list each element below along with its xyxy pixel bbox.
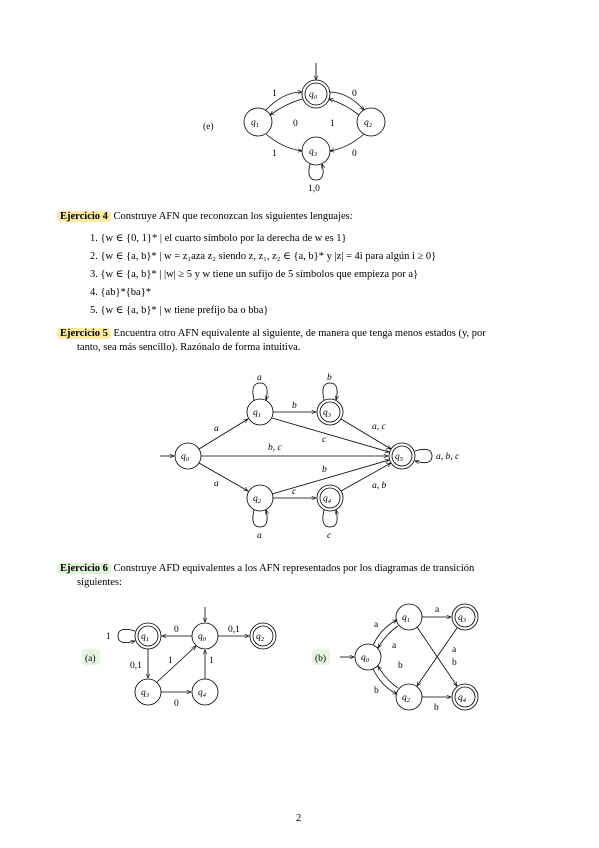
ex6b-lbl-q2-q4: b (434, 703, 439, 713)
ex5-lbl-q3-loop: b (327, 373, 332, 383)
fe-lbl-q0-q1: 0 (293, 119, 298, 129)
ex6a-lbl-q3-q0: 1 (168, 656, 173, 666)
ex6a-lbl-q1-loop: 1 (106, 632, 111, 642)
fe-lbl-q1-q0: 1 (272, 89, 277, 99)
page-number: 2 (296, 813, 302, 824)
ex5-q2-label: $q_2$ (253, 494, 261, 505)
ex5-lbl-q2-q4: c (292, 487, 297, 497)
ex5-lbl-q1-q3: b (292, 401, 297, 411)
ex5-lbl-q0-q5: b, c (268, 443, 282, 453)
ex5-lbl-q0-q2: a (214, 479, 219, 489)
fe-q0-label: $q_0$ (309, 90, 317, 101)
ex5-lbl-q1-q5: c (322, 435, 327, 445)
ex6b-figure-label: (b) (315, 654, 327, 664)
ex6a-lbl-q0-q2: 0,1 (228, 625, 240, 635)
fe-q3-label: $q_3$ (309, 147, 317, 158)
ex5-lbl-q5-loop: a, b, c (436, 452, 460, 462)
ex6a-lbl-q3-q4: 0 (174, 699, 179, 709)
fe-q2-label: $q_2$ (364, 118, 372, 129)
fe-lbl-q3-loop: 1,0 (308, 184, 320, 194)
ex5-title: Ejercicio 5 (57, 328, 111, 339)
ex5-lbl-q2-q5: b (322, 465, 327, 475)
ex6a-lbl-q1-q3: 0,1 (130, 661, 142, 671)
fe-lbl-q1-q3: 1 (272, 149, 277, 159)
ex4-item-1: 1. {w ∈ {0, 1}* | el cuarto símbolo por la derecha de w es 1} (90, 233, 347, 244)
fe-q1-label: $q_1$ (251, 118, 259, 129)
ex6b-lbl-q0-q2: b (374, 686, 379, 696)
ex6b-edge-q2-q0 (378, 666, 398, 688)
ex6-intro-1: Construye AFD equivalentes a los AFN representados por los diagramas de transición (113, 563, 475, 574)
ex4-intro: Construye AFN que reconozcan los siguientes lenguajes: (113, 211, 353, 222)
ex6a-q1-label: $q_1$ (141, 632, 149, 643)
ex4-item-2: 2. {w ∈ {a, b}* | w = z₁aza z₂ siendo z, z₁, z₂ ∈ {a, b}* y |z| = 4i para algún i ≥ 0} (90, 251, 437, 262)
ex4-item-5: 5. {w ∈ {a, b}* | w tiene prefijo ba o bba} (90, 305, 269, 316)
ex6a-q0-label: $q_0$ (198, 632, 206, 643)
ex5-q1-label: $q_1$ (253, 408, 261, 419)
fe-figure-label: (e) (203, 122, 214, 132)
ex6a-lbl-q0-q1: 0 (174, 625, 179, 635)
ex6b-q0-label: $q_0$ (361, 653, 369, 664)
ex6b-q4-label: $q_4$ (458, 693, 466, 704)
ex5-intro-1: Encuentra otro AFN equivalente al siguiente, de manera que tenga menos estados (y, por (113, 328, 486, 339)
ex5-intro-2: tanto, sea más sencillo). Razónalo de forma intuitiva. (77, 342, 301, 353)
ex5-q5-label: $q_5$ (395, 452, 403, 463)
ex5-lbl-q2-loop: a (257, 531, 262, 541)
ex6b-lbl-q0-q1: a (374, 620, 379, 630)
ex5-lbl-q4-loop: c (327, 531, 332, 541)
ex6b-lbl-q1-q0: a (392, 641, 397, 651)
ex4-title: Ejercicio 4 (57, 211, 111, 222)
ex6a-q4-label: $q_4$ (198, 688, 206, 699)
ex6-intro-2: siguientes: (77, 577, 122, 588)
ex6a-loop-q1 (118, 629, 135, 642)
ex6b-lbl-q1-q3: a (435, 605, 440, 615)
ex5-q3-label: $q_3$ (323, 408, 331, 419)
ex6b-lbl-q3-q2: a (452, 645, 457, 655)
ex6b-lbl-q1-q4: b (452, 658, 457, 668)
ex5-q4-label: $q_4$ (323, 494, 331, 505)
fe-lbl-q2-q0: 1 (330, 119, 335, 129)
fe-lbl-q0-q2: 0 (352, 89, 357, 99)
ex5-lbl-q4-q5: a, b (372, 481, 387, 491)
ex6-title: Ejercicio 6 (57, 563, 111, 574)
ex6b-q1-label: $q_1$ (402, 613, 410, 624)
ex5-lbl-q3-q5: a, c (372, 422, 386, 432)
ex6a-figure-label: (a) (85, 654, 96, 664)
ex4-item-4: 4. {ab}*{ba}* (90, 287, 151, 298)
ex6a-q2-label: $q_2$ (256, 632, 264, 643)
ex6b-lbl-q2-q0: b (398, 661, 403, 671)
ex6b-q3-label: $q_3$ (458, 613, 466, 624)
ex6a-lbl-q4-q0: 1 (209, 656, 214, 666)
ex6b-q2-label: $q_2$ (402, 693, 410, 704)
ex5-lbl-q1-loop: a (257, 373, 262, 383)
ex5-lbl-q0-q1: a (214, 424, 219, 434)
ex4-item-3: 3. {w ∈ {a, b}* | |w| ≥ 5 y w tiene un sufijo de 5 símbolos que empieza por a} (90, 269, 419, 280)
ex6a-edge-q3-q0 (157, 646, 196, 682)
ex6a-q3-label: $q_3$ (141, 688, 149, 699)
ex5-q0-label: $q_0$ (181, 452, 189, 463)
fe-lbl-q2-q3: 0 (352, 149, 357, 159)
